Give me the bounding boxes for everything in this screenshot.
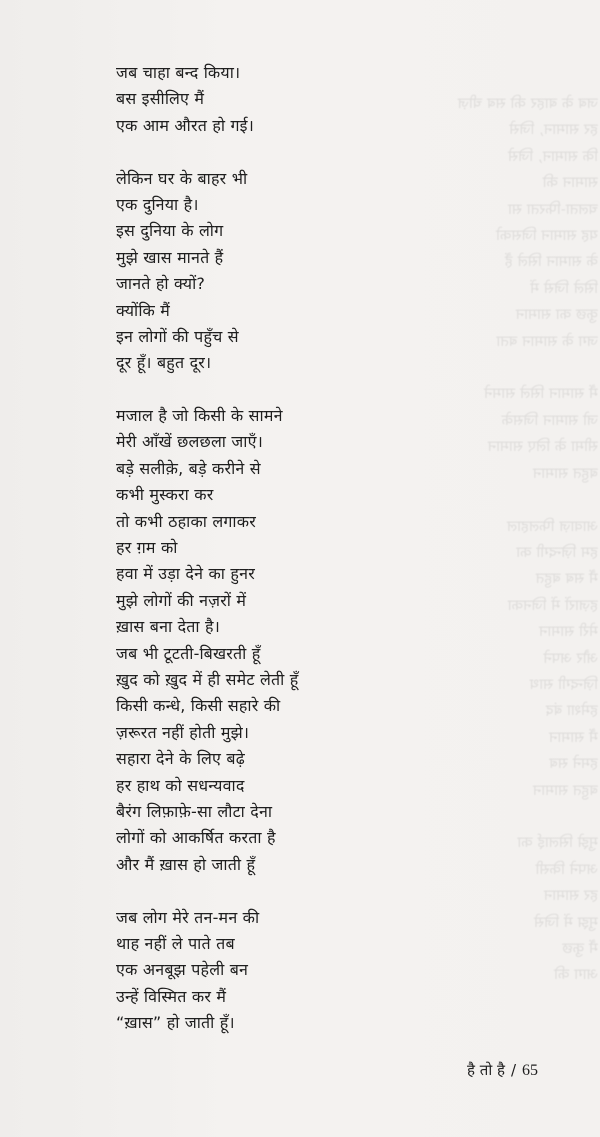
poem-line: और मैं ख़ास हो जाती हूँ	[116, 854, 256, 874]
poem-line: बड़े सलीक़े, बड़े करीने से	[116, 458, 261, 478]
stanza-gap	[116, 878, 416, 904]
poem-line: जब चाहा बन्द किया।	[116, 63, 241, 82]
poem-line: जब लोग मेरे तन-मन की	[116, 907, 260, 927]
poem-line: बैरंग लिफ़ाफ़े-सा लौटा देना	[116, 801, 273, 821]
poem-line: हवा में उड़ा देने का हुनर	[116, 564, 255, 584]
poem-line: एक अनबूझ पहेली बन	[116, 960, 249, 980]
poem-line: हर हाथ को सधन्यवाद	[116, 775, 245, 795]
page-number: 65	[522, 1062, 538, 1079]
poem-line: दूर हूँ। बहुत दूर।	[116, 353, 212, 373]
footer-separator: /	[510, 1061, 516, 1079]
page-footer	[467, 1060, 538, 1080]
poem-line: मजाल है जो किसी के सामने	[116, 406, 283, 426]
poem-line: लेकिन घर के बाहर भी	[116, 168, 248, 188]
bleed-through-texture: जब के बाहर की सब चीज़ हर सामान, जिसे कि सामान, जिसे सामान की चलता-फिरता सा यह सामान जिसको के सामान सिले हैं सिले जिसे में कुछ का सामान जग के सामान बता मैं सामान सिले सामने जो सामान जिसके सीमा के लिए सामान बहुत सामान आवाज़ फिलहाल हम ज़िन्दगी का मैं सब बहुत हज़ारों में जिनका मेरी सामान और अपने ज़िन्दगी साथ हमेशा बंद मैं सामान हमने सब बहुत सामान मुझे सिलाई का अपने किसी हर सामान मुझ में जिसे मैं कुछ आग की	[457, 94, 598, 984]
poem-line: इन लोगों की पहुँच से	[116, 326, 239, 346]
poem-line: बस इसीलिए मैं	[116, 89, 205, 109]
poem-line: “ख़ास” हो जाती हूँ।	[116, 1013, 235, 1033]
poem-line: मुझे खास मानते हैं	[116, 247, 224, 267]
book-title: है तो है	[467, 1061, 505, 1079]
poem-line: मुझे लोगों की नज़रों में	[116, 590, 247, 610]
poem-body	[116, 60, 416, 1036]
stanza-gap	[116, 377, 416, 403]
poem-line: इस दुनिया के लोग	[116, 221, 224, 241]
poem-line: तो कभी ठहाका लगाकर	[116, 511, 257, 531]
poem-line: कभी मुस्करा कर	[116, 485, 214, 505]
poem-line: सहारा देने के लिए बढ़े	[116, 749, 245, 769]
poem-line: मेरी आँखें छलछला जाएँ।	[116, 432, 263, 452]
poem-line: ख़ुद को ख़ुद में ही समेट लेती हूँ	[116, 669, 299, 689]
poem-line: जब भी टूटती-बिखरती हूँ	[116, 643, 261, 663]
poem-line: हर ग़म को	[116, 538, 178, 558]
poem-line: एक दुनिया है।	[116, 194, 199, 214]
poem-line: एक आम औरत हो गई।	[116, 115, 254, 135]
poem-line: उन्हें विस्मित कर मैं	[116, 986, 227, 1006]
poem-line: ज़रूरत नहीं होती मुझे।	[116, 722, 250, 742]
poem-line: जानते हो क्यों?	[116, 274, 206, 294]
poem-line: क्योंकि मैं	[116, 300, 171, 320]
poem-line: थाह नहीं ले पाते तब	[116, 933, 235, 953]
poem-line: लोगों को आकर्षित करता है	[116, 828, 276, 848]
poem-line: किसी कन्धे, किसी सहारे की	[116, 696, 281, 716]
stanza-gap	[116, 139, 416, 165]
poem-line: ख़ास बना देता है।	[116, 617, 220, 637]
